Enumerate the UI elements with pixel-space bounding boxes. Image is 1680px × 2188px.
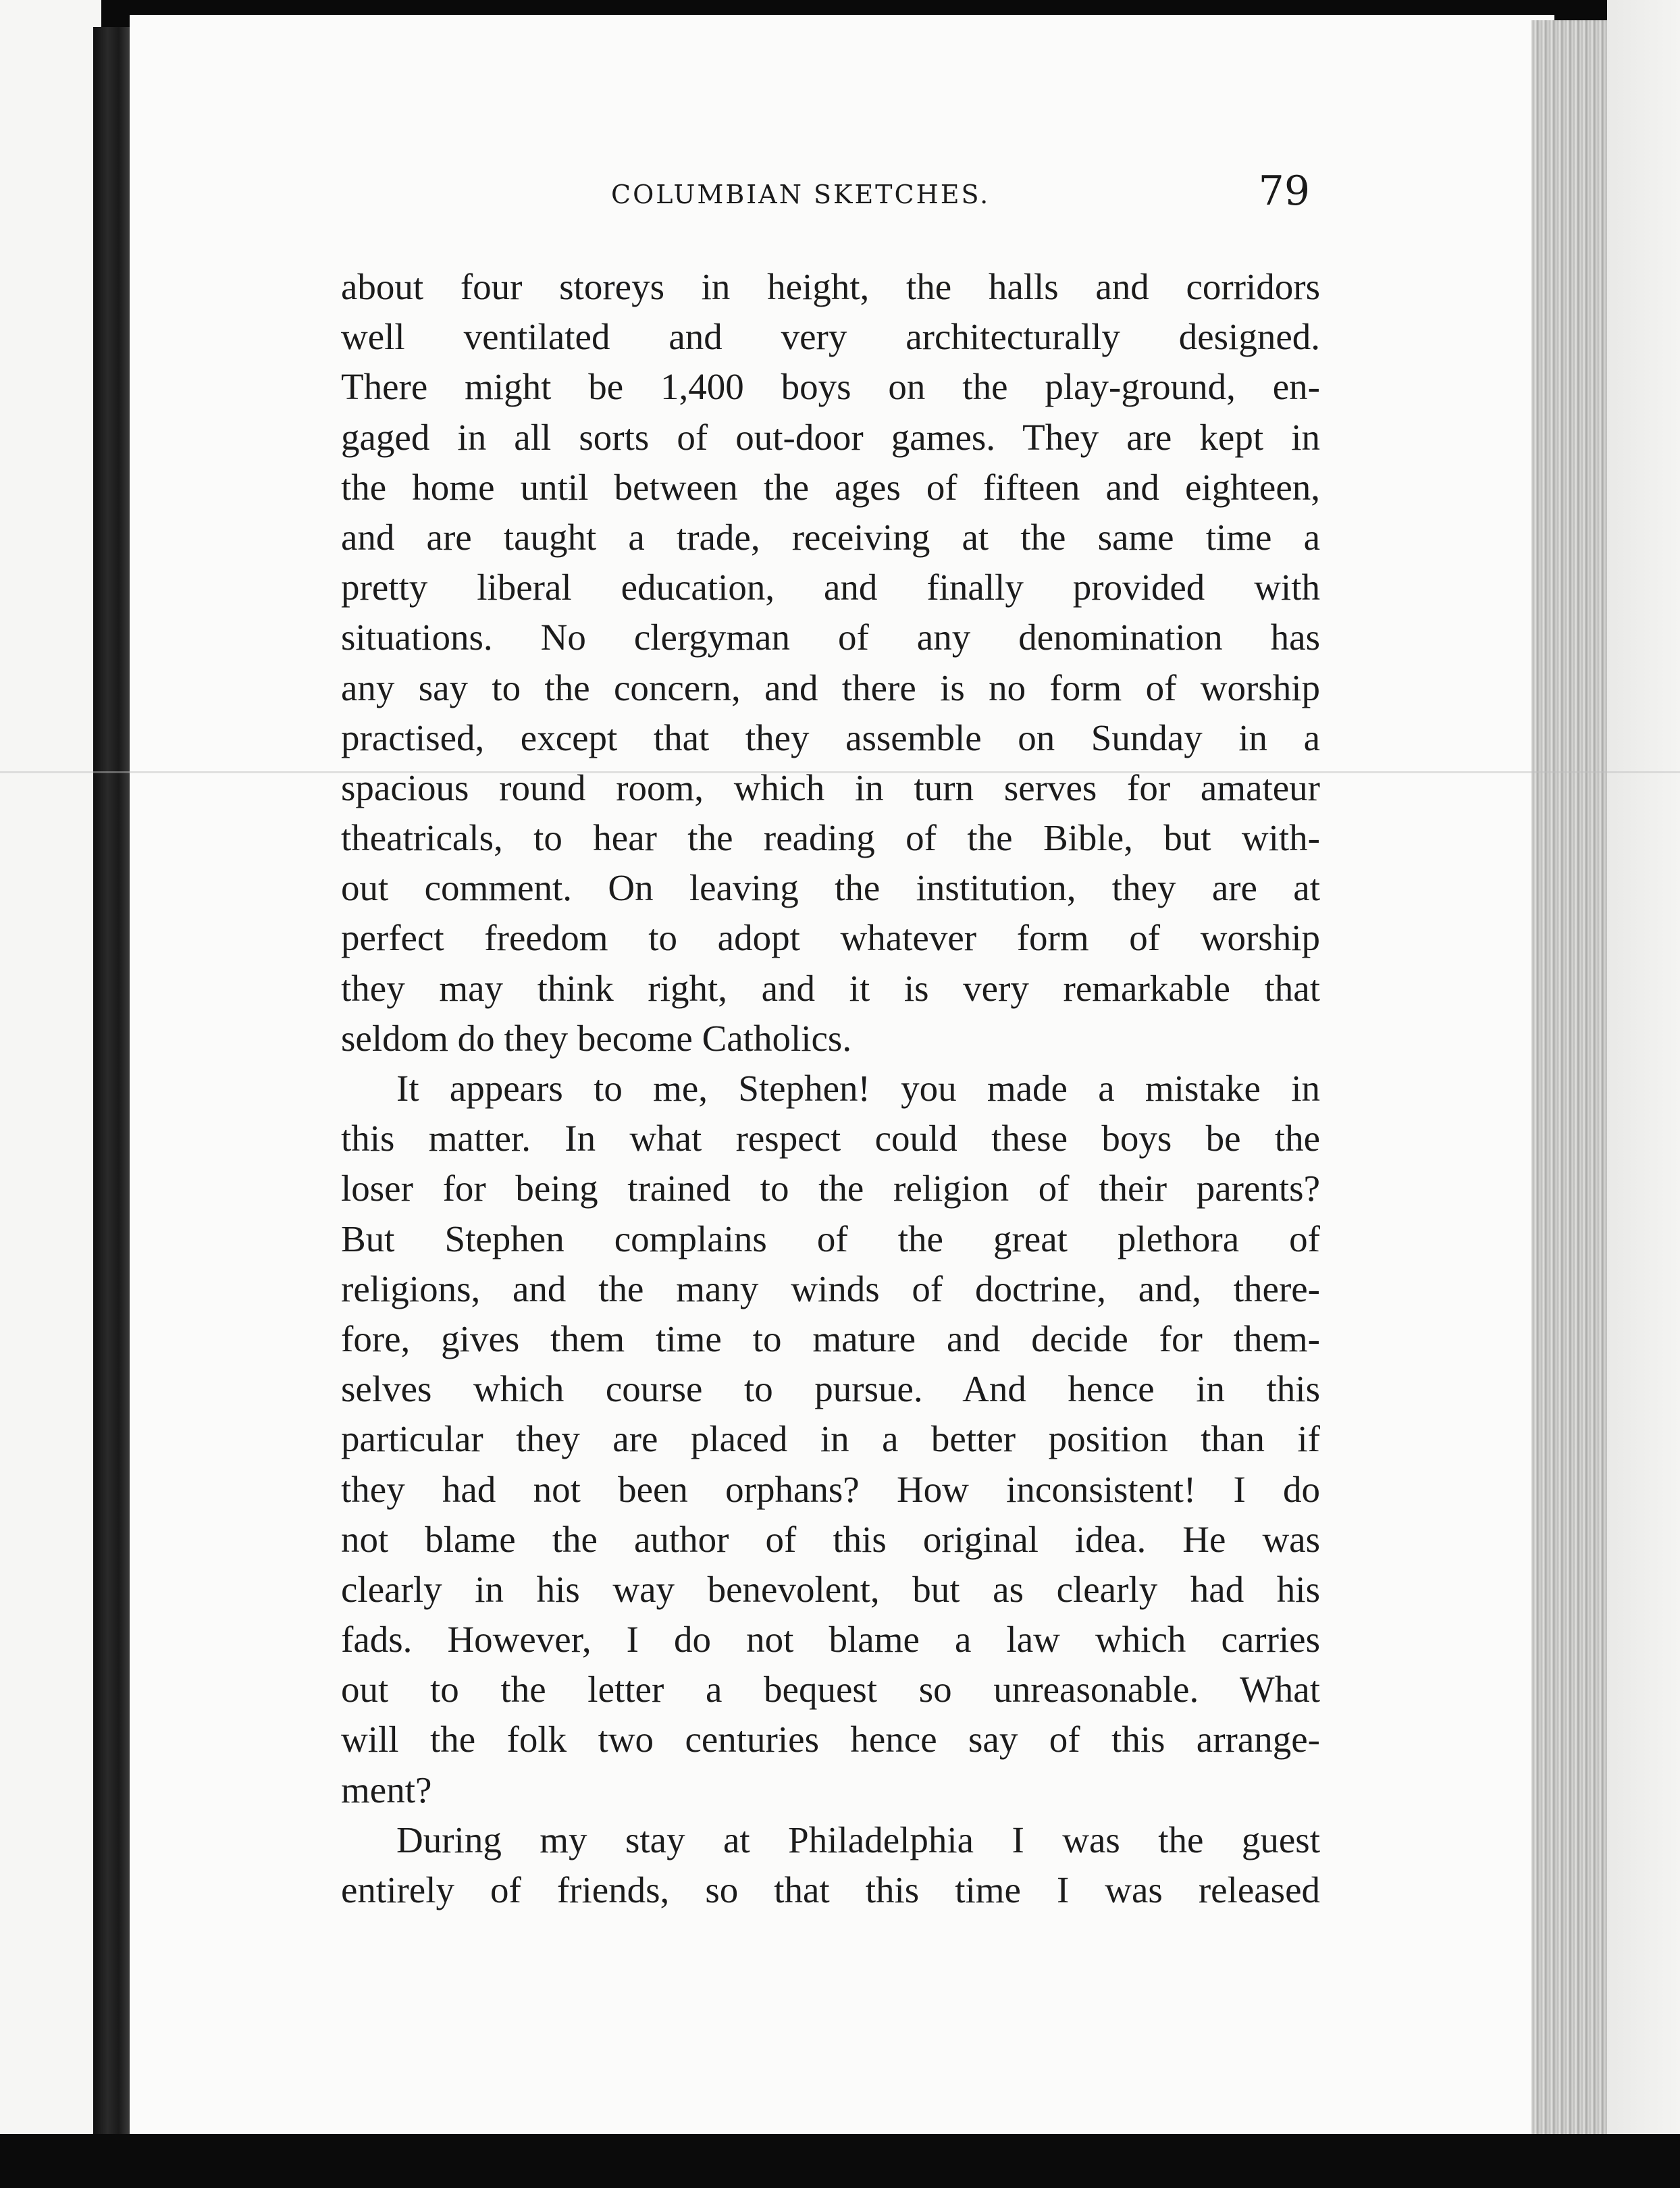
text-line: about four storeys in height, the halls and corridors: [341, 266, 1320, 307]
running-head: [351, 167, 1310, 222]
text-line: seldom do they become Catholics.: [341, 1017, 852, 1059]
scan-background-bottom: [0, 2134, 1680, 2188]
text-line: It appears to me, Stephen! you made a mistake in: [396, 1068, 1320, 1109]
text-line: and are taught a trade, receiving at the same time a: [341, 516, 1320, 558]
text-line: selves which course to pursue. And hence in this: [341, 1368, 1320, 1410]
paragraph: [341, 262, 1320, 1064]
text-line: theatricals, to hear the reading of the Bible, but with-: [341, 817, 1320, 859]
previous-page-edge: [0, 0, 101, 2147]
paragraph: [341, 1064, 1320, 1815]
text-line: ment?: [341, 1769, 432, 1811]
text-line: clearly in his way benevolent, but as clearly had his: [341, 1568, 1320, 1610]
text-line: But Stephen complains of the great plethora of: [341, 1218, 1320, 1259]
page-edges: [1531, 20, 1607, 2134]
book-binding-gutter: [93, 27, 130, 2161]
text-line: pretty liberal education, and finally provided with: [341, 567, 1320, 608]
paragraph: [341, 1815, 1320, 1915]
text-line: they may think right, and it is very remarkable that: [341, 967, 1320, 1009]
text-line: well ventilated and very architecturally designed.: [341, 316, 1320, 358]
text-line: practised, except that they assemble on Sunday in a: [341, 717, 1320, 758]
text-line: not blame the author of this original idea. He was: [341, 1518, 1320, 1560]
text-line: the home until between the ages of fifteen and eighteen,: [341, 466, 1320, 508]
text-line: During my stay at Philadelphia I was the guest: [396, 1819, 1320, 1860]
text-line: out comment. On leaving the institution, they are at: [341, 867, 1320, 909]
text-line: any say to the concern, and there is no form of worship: [341, 667, 1320, 708]
text-line: fads. However, I do not blame a law which carries: [341, 1619, 1320, 1661]
running-title: COLUMBIAN SKETCHES.: [611, 180, 991, 209]
text-line: loser for being trained to the religion of their parents?: [341, 1168, 1320, 1209]
text-line: entirely of friends, so that this time I was released: [341, 1869, 1320, 1910]
page-number: 79: [1258, 167, 1310, 215]
text-line: There might be 1,400 boys on the play-ground, en-: [341, 366, 1320, 408]
text-line: out to the letter a bequest so unreasonable. What: [341, 1669, 1320, 1711]
text-line: religions, and the many winds of doctrine, and, there-: [341, 1268, 1320, 1309]
text-line: this matter. In what respect could these boys be the: [341, 1118, 1320, 1160]
text-line: they had not been orphans? How inconsistent! I do: [341, 1468, 1320, 1510]
text-line: gaged in all sorts of out-door games. They are kept in: [341, 416, 1320, 458]
text-line: particular they are placed in a better position than if: [341, 1418, 1320, 1460]
text-line: will the folk two centuries hence say of this arrange-: [341, 1719, 1320, 1761]
text-line: fore, gives them time to mature and decide for them-: [341, 1318, 1320, 1359]
text-line: perfect freedom to adopt whatever form of worship: [341, 917, 1320, 959]
text-line: spacious round room, which in turn serves for amateur: [341, 766, 1320, 808]
body-text: [341, 262, 1320, 1915]
text-line: situations. No clergyman of any denomination has: [341, 617, 1320, 658]
scan-background-right: [1607, 0, 1680, 2188]
